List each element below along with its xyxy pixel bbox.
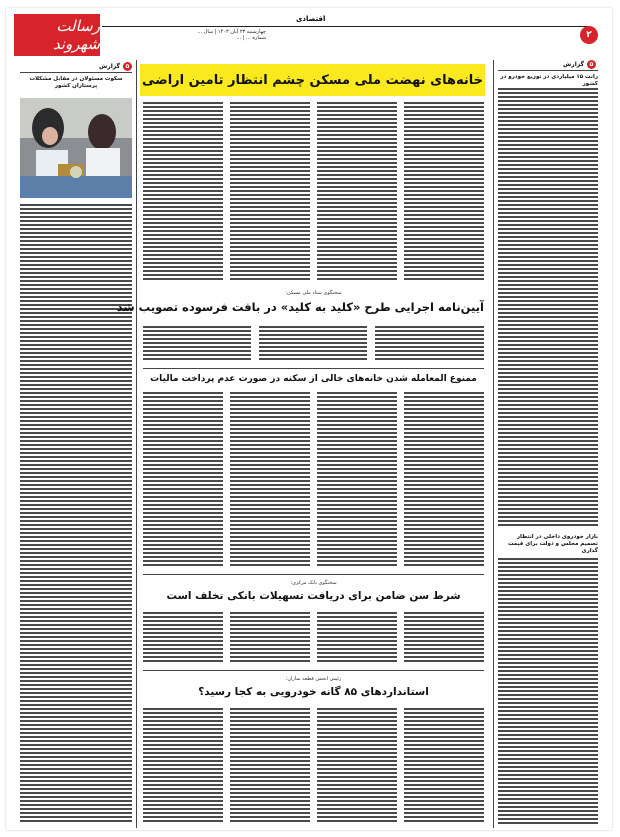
article1-col-4 — [404, 102, 484, 282]
article4-col-2 — [230, 612, 310, 664]
article4-title: شرط سن ضامن برای دریافت تسهیلات بانکی تخلف است — [166, 590, 461, 602]
article3-title: ممنوع المعامله شدن خانه‌های خالی از سکنه در صورت عدم پرداخت مالیات — [150, 374, 477, 384]
left-label-rule — [20, 72, 132, 73]
report-badge-icon: ۵ — [587, 60, 596, 69]
newspaper-page — [6, 8, 612, 830]
article3-col-4 — [404, 392, 484, 568]
page-number: ۲ — [580, 26, 598, 44]
article3-col-1 — [143, 392, 223, 568]
section-title: اقتصادی — [296, 15, 326, 23]
left-divider — [136, 60, 137, 828]
report-label-left: ۵گزارش — [86, 62, 132, 71]
article2-col-1 — [143, 326, 251, 362]
right-bottom-text — [498, 558, 598, 824]
article3-rule — [143, 368, 484, 369]
article3-col-2 — [230, 392, 310, 568]
date-line-1: چهارشنبه ۲۳ آبان ۱۴۰۳ | سال ... — [197, 29, 266, 35]
article1-col-3 — [317, 102, 397, 282]
article1-col-2 — [230, 102, 310, 282]
article5-col-3 — [317, 708, 397, 824]
article4-rule — [143, 574, 484, 575]
issue-date — [176, 29, 266, 41]
right-bottom-title: بازار خودروی داخلی در انتظار تصمیم مجلس و دولت برای قیمت گذاری — [507, 534, 598, 554]
left-article-title: سکوت مسئولان در مقابل مشکلات پرستاران کشور — [29, 76, 123, 89]
article5-rule — [143, 670, 484, 671]
header-rule — [102, 26, 588, 27]
photo-image — [20, 98, 132, 198]
article2-kicker: سخنگوی ستاد ملی مسکن: — [285, 290, 342, 296]
article4-col-3 — [317, 612, 397, 664]
report-label-right: ۵گزارش — [546, 60, 596, 69]
right-column-text — [498, 88, 598, 528]
nurses-photo — [20, 98, 132, 198]
article5-kicker: رئیس انجمن قطعه سازان: — [285, 676, 342, 682]
article5-col-4 — [404, 708, 484, 824]
article2-col-2 — [259, 326, 367, 362]
report-badge-icon: ۵ — [123, 62, 132, 71]
date-line-2: شماره ... | ... — [236, 35, 266, 41]
article4-kicker: سخنگوی بانک مرکزی: — [290, 580, 337, 586]
newspaper-logo: رسالت شهروند — [14, 14, 100, 56]
left-column-text — [20, 204, 132, 824]
main-headline: خانه‌های نهضت ملی مسکن چشم انتظار تامین اراضی — [140, 64, 485, 96]
article5-col-2 — [230, 708, 310, 824]
article5-title: استاندارد‌های ۸۵ گانه خودرویی به کجا رسید؟ — [198, 686, 429, 698]
article2-col-3 — [375, 326, 484, 362]
right-label-rule — [498, 70, 598, 71]
right-divider — [493, 60, 494, 828]
article4-col-1 — [143, 612, 223, 664]
article1-col-1 — [143, 102, 223, 282]
article2-title: آیین‌نامه اجرایی طرح «کلید به کلید» در بافت فرسوده تصویب شد — [116, 300, 484, 314]
right-article-title: رانت ۱۵ میلیاردی در توزیع خودرو در کشور — [500, 74, 598, 87]
article5-col-1 — [143, 708, 223, 824]
article4-col-4 — [404, 612, 484, 664]
article3-col-3 — [317, 392, 397, 568]
